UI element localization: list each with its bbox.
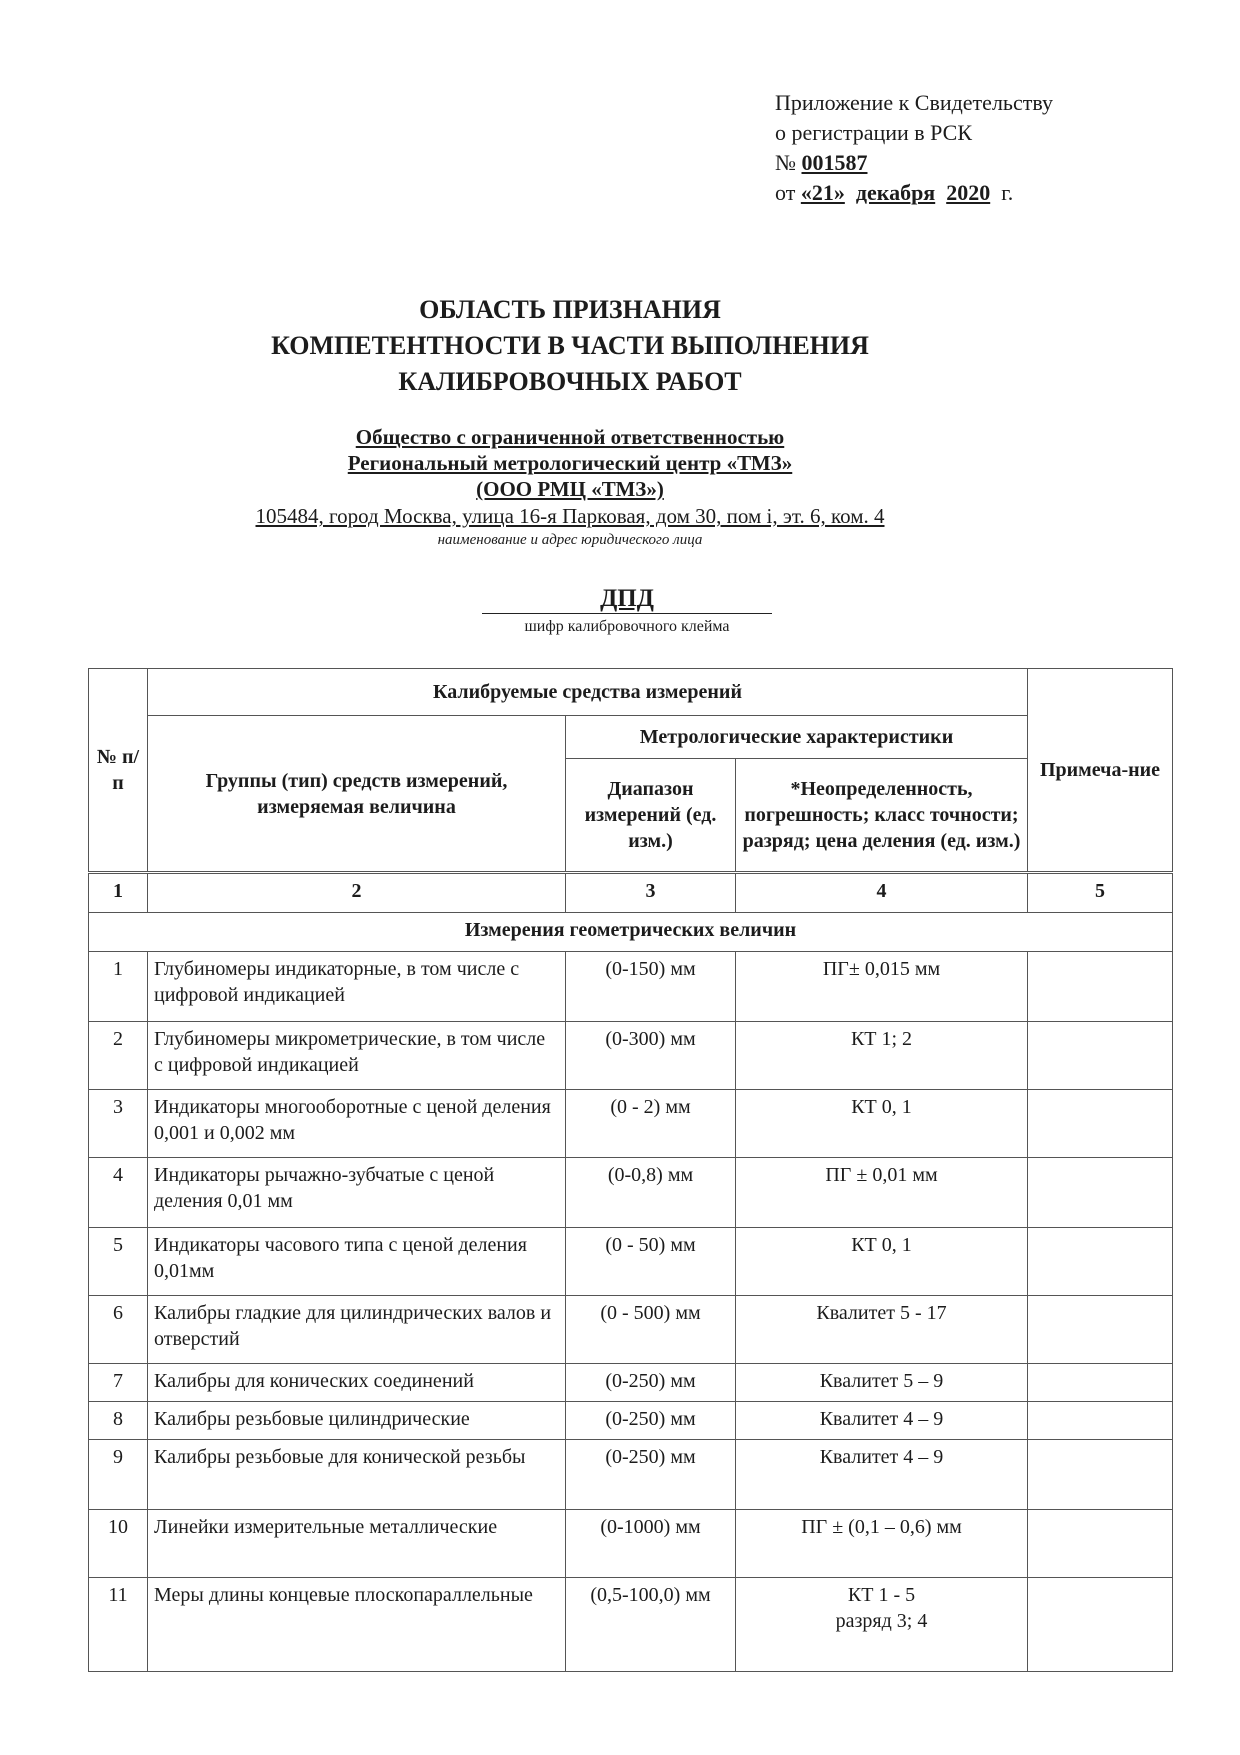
row-group: Линейки измерительные металлические	[148, 1510, 566, 1578]
row-range: (0-250) мм	[566, 1402, 736, 1440]
row-group: Индикаторы часового типа с ценой деления 0,01мм	[148, 1228, 566, 1296]
title-line-1: ОБЛАСТЬ ПРИЗНАНИЯ	[419, 295, 721, 324]
row-range: (0-1000) мм	[566, 1510, 736, 1578]
table-row	[89, 1158, 1173, 1228]
header-num: № п/п	[89, 669, 148, 873]
row-characteristic: ПГ ± (0,1 – 0,6) мм	[736, 1510, 1028, 1578]
row-characteristic-line-1: КТ 1 - 5	[847, 1584, 916, 1606]
column-number: 5	[1028, 873, 1173, 913]
stamp-code: ДПД	[482, 585, 772, 614]
table-row	[89, 1090, 1173, 1158]
row-characteristic: Квалитет 5 – 9	[736, 1364, 1028, 1402]
row-characteristic: Квалитет 4 – 9	[736, 1402, 1028, 1440]
column-numbers-row	[89, 873, 1173, 913]
row-number: 9	[89, 1440, 148, 1510]
header-group: Группы (тип) средств измерений, измеряемая величина	[148, 716, 566, 873]
annex-year-suffix: г.	[1001, 180, 1014, 205]
row-group: Калибры резьбовые цилиндрические	[148, 1402, 566, 1440]
annex-number-line	[775, 148, 1053, 178]
row-note	[1028, 1440, 1173, 1510]
row-characteristic	[736, 1578, 1028, 1672]
table-row	[89, 1402, 1173, 1440]
row-group: Меры длины концевые плоскопараллельные	[148, 1578, 566, 1672]
row-range: (0-300) мм	[566, 1022, 736, 1090]
row-range: (0-250) мм	[566, 1364, 736, 1402]
row-characteristic: ПГ± 0,015 мм	[736, 952, 1028, 1022]
column-number: 2	[148, 873, 566, 913]
table-row	[89, 952, 1173, 1022]
row-range: (0-150) мм	[566, 952, 736, 1022]
table-row	[89, 1578, 1173, 1672]
row-note	[1028, 1296, 1173, 1364]
table-row	[89, 1440, 1173, 1510]
row-group: Калибры резьбовые для конической резьбы	[148, 1440, 566, 1510]
table-row	[89, 1228, 1173, 1296]
annex-number-prefix: №	[775, 150, 796, 175]
row-characteristic: ПГ ± 0,01 мм	[736, 1158, 1028, 1228]
row-note	[1028, 952, 1173, 1022]
row-range: (0-0,8) мм	[566, 1158, 736, 1228]
annex-month: декабря	[855, 180, 936, 205]
header-note: Примеча-ние	[1028, 669, 1173, 873]
row-note	[1028, 1510, 1173, 1578]
column-number: 1	[89, 873, 148, 913]
section-row	[89, 913, 1173, 952]
row-characteristic: Квалитет 5 - 17	[736, 1296, 1028, 1364]
header-range: Диапазон измерений (ед. изм.)	[566, 759, 736, 873]
row-note	[1028, 1090, 1173, 1158]
row-range: (0,5-100,0) мм	[566, 1578, 736, 1672]
row-characteristic: КТ 1; 2	[736, 1022, 1028, 1090]
section-title: Измерения геометрических величин	[89, 913, 1173, 952]
row-range: (0 - 2) мм	[566, 1090, 736, 1158]
row-characteristic: КТ 0, 1	[736, 1228, 1028, 1296]
row-number: 7	[89, 1364, 148, 1402]
row-group: Глубиномеры индикаторные, в том числе с цифровой индикацией	[148, 952, 566, 1022]
row-range: (0 - 50) мм	[566, 1228, 736, 1296]
document-title	[0, 292, 1240, 400]
row-number: 1	[89, 952, 148, 1022]
row-range: (0-250) мм	[566, 1440, 736, 1510]
org-line-1: Общество с ограниченной ответственностью	[355, 425, 785, 449]
row-characteristic-line-2: разряд 3; 4	[835, 1610, 928, 1632]
org-line-2: Региональный метрологический центр «ТМЗ»	[347, 451, 793, 475]
org-caption: наименование и адрес юридического лица	[437, 532, 703, 548]
header-uncertainty: *Неопределенность, погрешность; класс точности; разряд; цена деления (ед. изм.)	[736, 759, 1028, 873]
row-group: Глубиномеры микрометрические, в том числе с цифровой индикацией	[148, 1022, 566, 1090]
row-number: 10	[89, 1510, 148, 1578]
org-address: 105484, город Москва, улица 16-я Парковая, дом 30, пом i, эт. 6, ком. 4	[255, 504, 885, 528]
organization-block	[0, 424, 1240, 550]
row-characteristic: Квалитет 4 – 9	[736, 1440, 1028, 1510]
annex-block	[775, 88, 1053, 208]
stamp-caption: шифр калибровочного клейма	[524, 618, 730, 635]
title-line-2: КОМПЕТЕНТНОСТИ В ЧАСТИ ВЫПОЛНЕНИЯ	[271, 331, 869, 360]
row-number: 5	[89, 1228, 148, 1296]
row-note	[1028, 1228, 1173, 1296]
row-group: Индикаторы рычажно-зубчатые с ценой деления 0,01 мм	[148, 1158, 566, 1228]
row-note	[1028, 1022, 1173, 1090]
row-range: (0 - 500) мм	[566, 1296, 736, 1364]
table-row	[89, 1022, 1173, 1090]
annex-date-prefix: от	[775, 180, 796, 205]
row-number: 11	[89, 1578, 148, 1672]
table-row	[89, 1296, 1173, 1364]
header-metrological: Метрологические характеристики	[566, 716, 1028, 759]
row-note	[1028, 1578, 1173, 1672]
row-number: 8	[89, 1402, 148, 1440]
table-row	[89, 1510, 1173, 1578]
title-line-3: КАЛИБРОВОЧНЫХ РАБОТ	[398, 367, 742, 396]
row-note	[1028, 1158, 1173, 1228]
row-number: 2	[89, 1022, 148, 1090]
annex-line-1: Приложение к Свидетельству	[775, 90, 1053, 115]
row-group: Индикаторы многооборотные с ценой деления 0,001 и 0,002 мм	[148, 1090, 566, 1158]
stamp-block	[482, 585, 772, 640]
annex-year: 2020	[946, 180, 991, 205]
row-characteristic: КТ 0, 1	[736, 1090, 1028, 1158]
column-number: 3	[566, 873, 736, 913]
header-instruments: Калибруемые средства измерений	[148, 669, 1028, 716]
annex-number: 001587	[801, 150, 868, 175]
row-group: Калибры гладкие для цилиндрических валов и отверстий	[148, 1296, 566, 1364]
row-number: 6	[89, 1296, 148, 1364]
row-note	[1028, 1402, 1173, 1440]
row-note	[1028, 1364, 1173, 1402]
column-number: 4	[736, 873, 1028, 913]
table-row	[89, 1364, 1173, 1402]
row-number: 3	[89, 1090, 148, 1158]
annex-line-2: о регистрации в РСК	[775, 120, 973, 145]
calibration-table	[88, 668, 1173, 1672]
row-number: 4	[89, 1158, 148, 1228]
org-line-3: (ООО РМЦ «ТМЗ»)	[476, 477, 664, 501]
annex-day: «21»	[800, 180, 845, 205]
row-group: Калибры для конических соединений	[148, 1364, 566, 1402]
annex-date-line	[775, 178, 1053, 208]
